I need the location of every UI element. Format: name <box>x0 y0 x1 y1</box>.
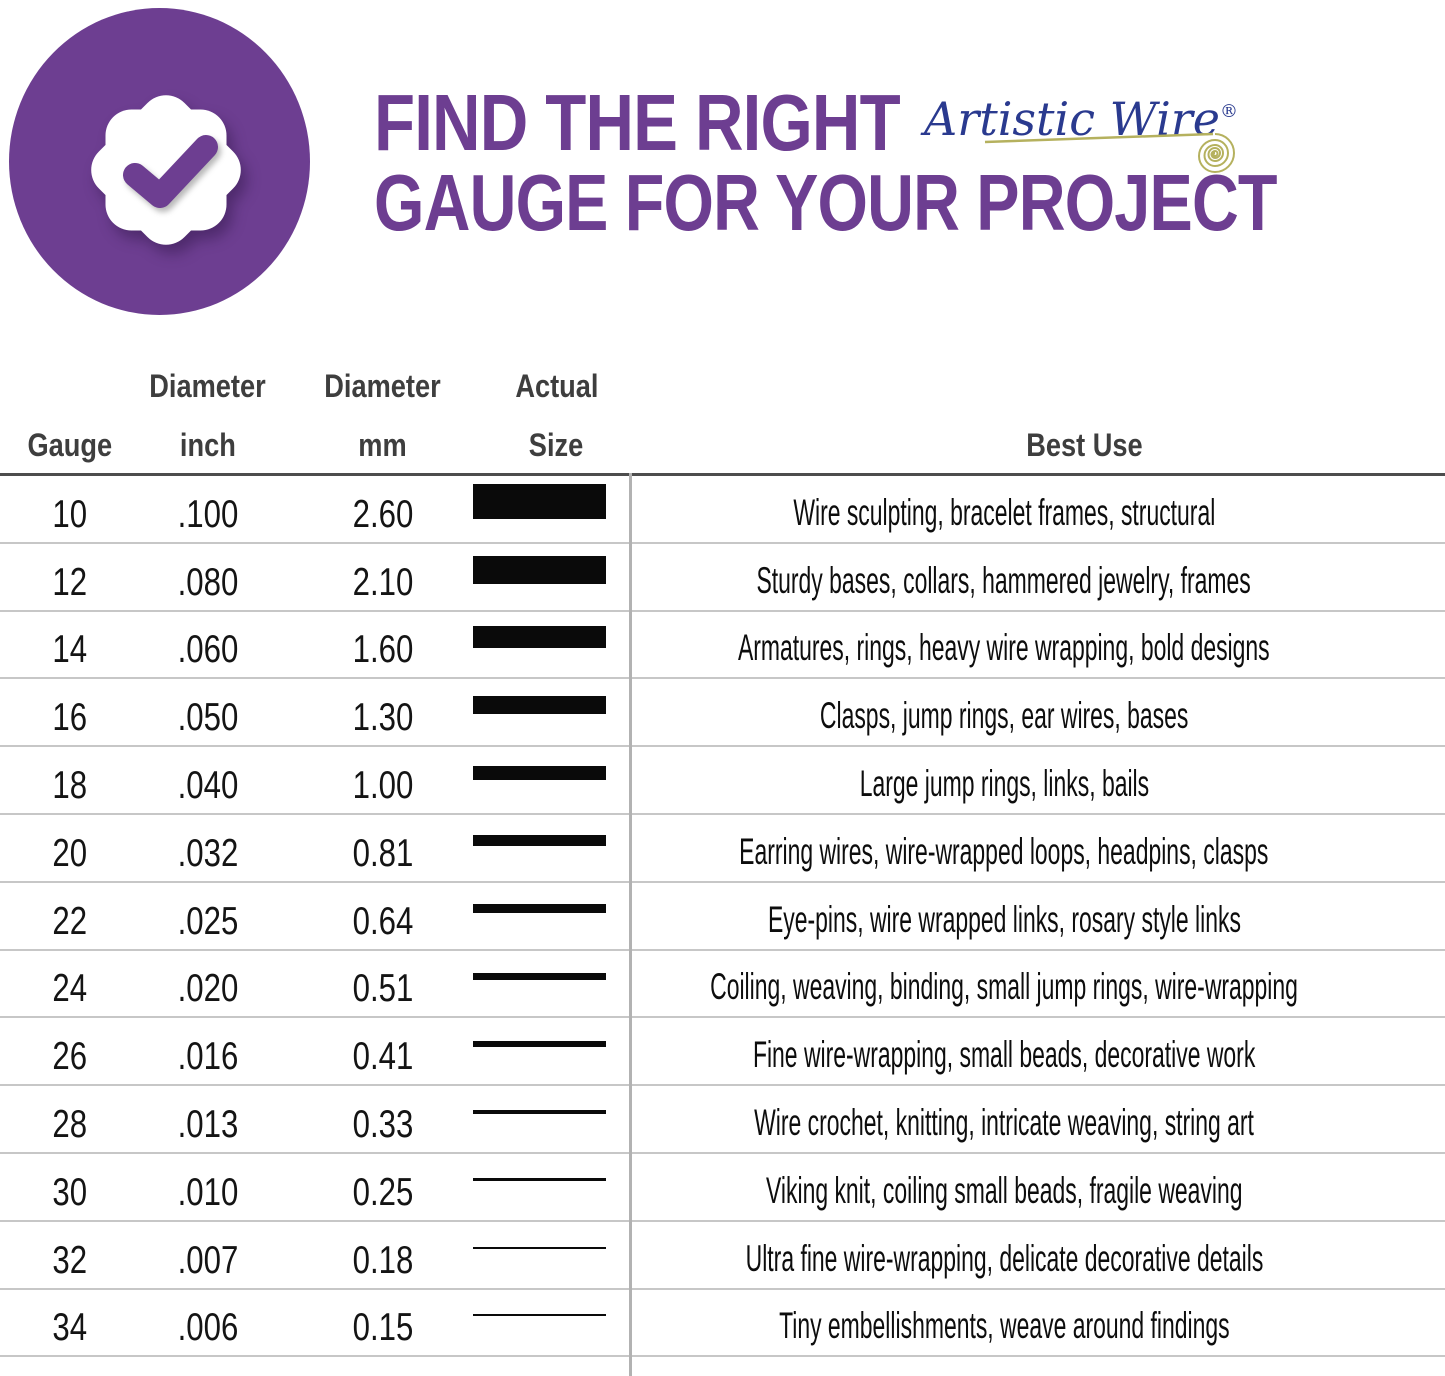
gauge-value: 10 <box>52 492 88 536</box>
actual-size-cell <box>470 747 633 813</box>
gauge-value: 26 <box>52 1035 88 1079</box>
table-row <box>0 1154 1445 1222</box>
diameter-mm-cell <box>275 883 470 949</box>
table-row <box>0 1086 1445 1154</box>
table-row <box>0 883 1445 951</box>
best-use-cell <box>633 1086 1445 1152</box>
table-row <box>0 951 1445 1019</box>
best-use-cell <box>633 1154 1445 1220</box>
diameter-inch-value: .050 <box>177 696 238 740</box>
diameter-mm-value: 1.30 <box>352 696 413 740</box>
actual-size-cell <box>470 476 633 542</box>
actual-size-cell <box>470 1018 633 1084</box>
gauge-value: 22 <box>52 899 88 943</box>
diameter-mm-cell <box>275 747 470 813</box>
diameter-inch-cell <box>140 883 275 949</box>
best-use-value: Fine wire-wrapping, small beads, decorative work <box>752 1034 1256 1076</box>
gauge-cell <box>0 1290 140 1356</box>
diameter-inch-cell <box>140 612 275 678</box>
gauge-value: 12 <box>52 560 88 604</box>
actual-size-bar <box>473 904 606 913</box>
gauge-value: 28 <box>52 1103 88 1147</box>
gauge-value: 32 <box>52 1238 88 1282</box>
best-use-cell <box>633 679 1445 745</box>
diameter-mm-cell <box>275 1086 470 1152</box>
page-title-line1 <box>374 78 1000 167</box>
table-row <box>0 747 1445 815</box>
gauge-cell <box>0 1086 140 1152</box>
header-spacer <box>0 370 140 402</box>
best-use-cell <box>633 747 1445 813</box>
actual-size-bar <box>473 1178 606 1181</box>
diameter-mm-cell <box>275 679 470 745</box>
actual-size-bar <box>473 696 606 714</box>
actual-size-bar <box>473 835 606 846</box>
diameter-inch-cell <box>140 1018 275 1084</box>
actual-size-bar <box>473 1314 606 1316</box>
gauge-value: 30 <box>52 1170 88 1214</box>
diameter-inch-cell <box>140 476 275 542</box>
diameter-mm-value: 1.00 <box>352 764 413 808</box>
best-use-value: Tiny embellishments, weave around findings <box>778 1305 1230 1347</box>
gauge-cell <box>0 815 140 881</box>
diameter-inch-cell <box>140 544 275 610</box>
table-row <box>0 679 1445 747</box>
header-actual: Actual <box>514 368 599 404</box>
diameter-mm-cell <box>275 476 470 542</box>
best-use-cell <box>633 1018 1445 1084</box>
diameter-inch-value: .020 <box>177 967 238 1011</box>
actual-size-cell <box>470 815 633 881</box>
diameter-inch-value: .040 <box>177 764 238 808</box>
table-row <box>0 1222 1445 1290</box>
gauge-cell <box>0 951 140 1017</box>
diameter-mm-cell <box>275 815 470 881</box>
diameter-inch-cell <box>140 1086 275 1152</box>
diameter-inch-value: .025 <box>177 899 238 943</box>
column-divider-line <box>629 473 632 1376</box>
table-row <box>0 544 1445 612</box>
best-use-cell <box>633 815 1445 881</box>
best-use-cell <box>633 476 1445 542</box>
actual-size-bar <box>473 626 606 648</box>
best-use-cell <box>633 612 1445 678</box>
best-use-cell <box>633 1222 1445 1288</box>
diameter-mm-cell <box>275 544 470 610</box>
table-row <box>0 1018 1445 1086</box>
diameter-mm-cell <box>275 1222 470 1288</box>
actual-size-bar <box>473 973 606 980</box>
header-size: Size <box>529 427 584 463</box>
diameter-mm-cell <box>275 1018 470 1084</box>
gauge-cell <box>0 1018 140 1084</box>
actual-size-bar <box>473 766 606 780</box>
best-use-value: Clasps, jump rings, ear wires, bases <box>819 695 1189 737</box>
diameter-mm-value: 2.10 <box>352 560 413 604</box>
actual-size-cell <box>470 1222 633 1288</box>
best-use-value: Armatures, rings, heavy wire wrapping, bold designs <box>738 627 1270 669</box>
best-use-value: Coiling, weaving, binding, small jump rings, wire-wrapping <box>710 966 1298 1008</box>
diameter-mm-value: 0.81 <box>352 831 413 875</box>
best-use-cell <box>633 1290 1445 1356</box>
table-row <box>0 1290 1445 1358</box>
wire-spiral-icon <box>920 120 1260 195</box>
gauge-value: 18 <box>52 764 88 808</box>
actual-size-cell <box>470 679 633 745</box>
gauge-cell <box>0 1154 140 1220</box>
gauge-cell <box>0 476 140 542</box>
actual-size-bar <box>473 1247 606 1249</box>
actual-size-cell <box>470 544 633 610</box>
actual-size-cell <box>470 1154 633 1220</box>
best-use-value: Ultra fine wire-wrapping, delicate decorative details <box>745 1237 1263 1279</box>
diameter-mm-cell <box>275 612 470 678</box>
table-header-row-bottom <box>0 429 1445 461</box>
actual-size-cell <box>470 1290 633 1356</box>
table-row <box>0 815 1445 883</box>
gauge-value: 20 <box>52 831 88 875</box>
diameter-inch-cell <box>140 747 275 813</box>
diameter-mm-value: 1.60 <box>352 628 413 672</box>
brand-name: Artistic Wire <box>924 92 1220 146</box>
diameter-inch-value: .080 <box>177 560 238 604</box>
gauge-cell <box>0 612 140 678</box>
best-use-value: Viking knit, coiling small beads, fragile weaving <box>765 1169 1243 1211</box>
header-gauge: Gauge <box>27 427 113 463</box>
diameter-inch-value: .010 <box>177 1170 238 1214</box>
gauge-cell <box>0 747 140 813</box>
diameter-mm-value: 0.15 <box>352 1306 413 1350</box>
diameter-inch-value: .007 <box>177 1238 238 1282</box>
diameter-mm-cell <box>275 951 470 1017</box>
actual-size-cell <box>470 883 633 949</box>
header-diameter-inch: Diameter <box>149 368 266 404</box>
gauge-value: 24 <box>52 967 88 1011</box>
diameter-inch-cell <box>140 1290 275 1356</box>
actual-size-bar <box>473 1041 606 1047</box>
diameter-mm-cell <box>275 1290 470 1356</box>
best-use-cell <box>633 883 1445 949</box>
actual-size-cell <box>470 612 633 678</box>
diameter-inch-value: .013 <box>177 1103 238 1147</box>
registered-mark: ® <box>1220 101 1238 122</box>
diameter-inch-cell <box>140 1222 275 1288</box>
table-row <box>0 612 1445 680</box>
actual-size-bar <box>473 556 606 584</box>
best-use-value: Large jump rings, links, bails <box>859 763 1149 805</box>
diameter-inch-cell <box>140 679 275 745</box>
diameter-inch-value: .060 <box>177 628 238 672</box>
best-use-value: Sturdy bases, collars, hammered jewelry, frames <box>756 559 1252 601</box>
diameter-inch-value: .016 <box>177 1035 238 1079</box>
diameter-mm-value: 0.33 <box>352 1103 413 1147</box>
diameter-mm-value: 0.25 <box>352 1170 413 1214</box>
header-best-use: Best Use <box>1025 427 1143 463</box>
diameter-mm-value: 0.41 <box>352 1035 413 1079</box>
header-mm: mm <box>358 427 407 463</box>
diameter-inch-cell <box>140 951 275 1017</box>
header-diameter-mm: Diameter <box>324 368 441 404</box>
diameter-mm-value: 0.18 <box>352 1238 413 1282</box>
title-text-2: GAUGE FOR YOUR PROJECT <box>374 158 1277 247</box>
gauge-cell <box>0 679 140 745</box>
best-use-value: Eye-pins, wire wrapped links, rosary style links <box>767 898 1241 940</box>
gauge-cell <box>0 1222 140 1288</box>
gauge-cell <box>0 883 140 949</box>
title-text-1: FIND THE RIGHT <box>374 78 900 167</box>
best-use-value: Wire crochet, knitting, intricate weaving, string art <box>754 1102 1254 1144</box>
diameter-inch-value: .032 <box>177 831 238 875</box>
diameter-mm-value: 0.64 <box>352 899 413 943</box>
checkmark-icon <box>91 95 241 245</box>
diameter-inch-cell <box>140 1154 275 1220</box>
diameter-inch-value: .100 <box>177 492 238 536</box>
best-use-cell <box>633 951 1445 1017</box>
badge-circle <box>9 8 310 315</box>
best-use-cell <box>633 544 1445 610</box>
actual-size-cell <box>470 1086 633 1152</box>
actual-size-cell <box>470 951 633 1017</box>
diameter-mm-value: 2.60 <box>352 492 413 536</box>
table-header-row-top <box>0 370 1445 402</box>
header-inch: inch <box>179 427 236 463</box>
best-use-value: Wire sculpting, bracelet frames, structural <box>793 491 1215 533</box>
diameter-mm-cell <box>275 1154 470 1220</box>
actual-size-bar <box>473 484 606 519</box>
table-body <box>0 476 1445 1357</box>
gauge-value: 16 <box>52 696 88 740</box>
gauge-value: 14 <box>52 628 88 672</box>
diameter-mm-value: 0.51 <box>352 967 413 1011</box>
actual-size-bar <box>473 1110 606 1114</box>
gauge-cell <box>0 544 140 610</box>
gauge-value: 34 <box>52 1306 88 1350</box>
diameter-inch-value: .006 <box>177 1306 238 1350</box>
diameter-inch-cell <box>140 815 275 881</box>
table-row <box>0 476 1445 544</box>
header-spacer <box>633 370 1445 402</box>
page-title-line2 <box>374 158 1445 247</box>
best-use-value: Earring wires, wire-wrapped loops, headpins, clasps <box>739 830 1269 872</box>
